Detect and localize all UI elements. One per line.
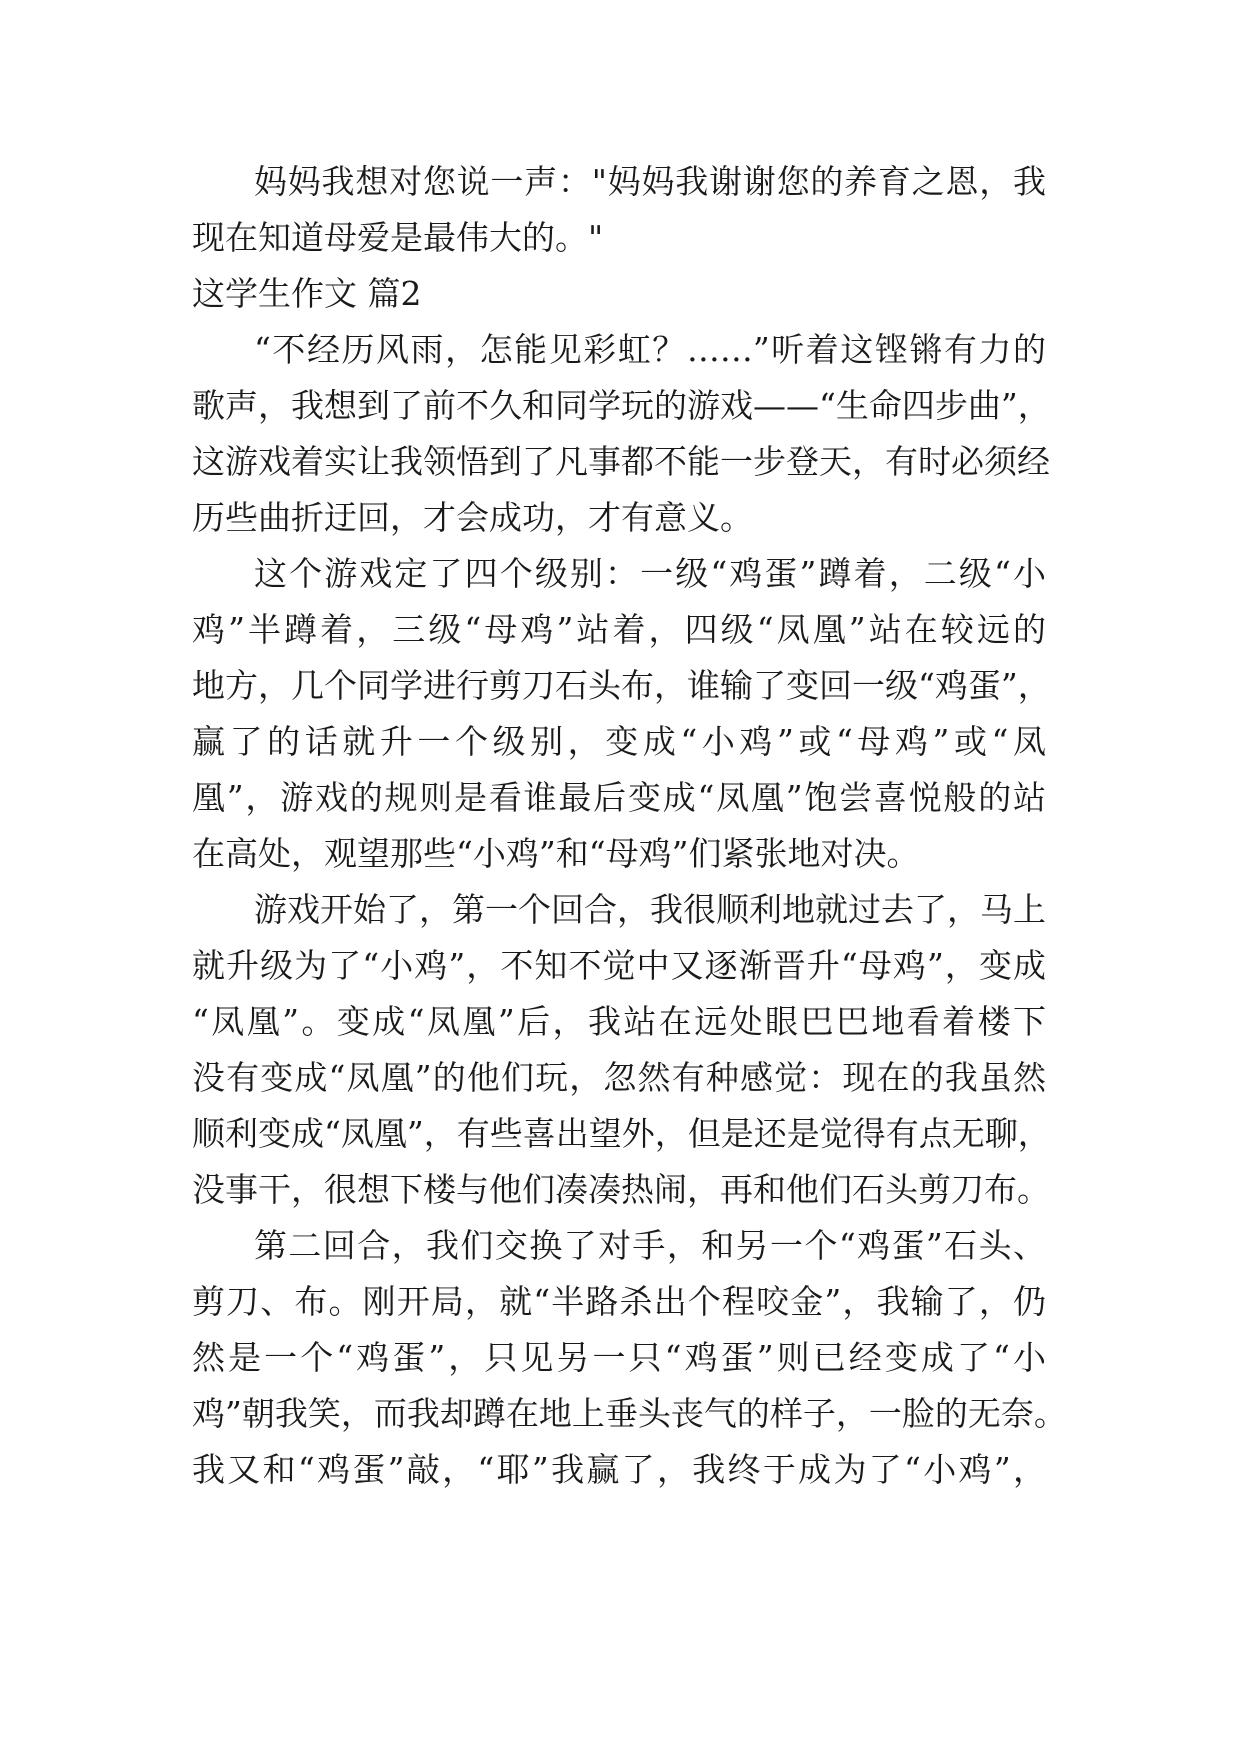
text-line: 地方，几个同学进行剪刀石头布，谁输了变回一级“鸡蛋”， (192, 666, 1051, 705)
text-line: 凰”，游戏的规则是看谁最后变成“凤凰”饱尝喜悦般的站 (192, 778, 1046, 817)
text-line: 鸡”半蹲着，三级“母鸡”站着，四级“凤凰”站在较远的 (192, 610, 1046, 649)
text-line: 在高处，观望那些“小鸡”和“母鸡”们紧张地对决。 (192, 834, 920, 873)
text-line: 我又和“鸡蛋”敲，“耶”我赢了，我终于成为了“小鸡”， (192, 1450, 1046, 1489)
text-line: 然是一个“鸡蛋”，只见另一只“鸡蛋”则已经变成了“小 (192, 1338, 1046, 1377)
text-line: 历些曲折迂回，才会成功，才有意义。 (192, 498, 753, 537)
text-line: 没事干，很想下楼与他们凑凑热闹，再和他们石头剪刀布。 (192, 1170, 1050, 1209)
text-line: 妈妈我想对您说一声："妈妈我谢谢您的养育之恩，我 (254, 162, 1046, 201)
text-line: 这游戏着实让我领悟到了凡事都不能一步登天，有时必须经 (192, 442, 1050, 481)
text-line: “不经历风雨，怎能见彩虹？……”听着这铿锵有力的 (254, 330, 1046, 369)
text-line: 这个游戏定了四个级别：一级“鸡蛋”蹲着，二级“小 (254, 554, 1046, 593)
text-line: 现在知道母爱是最伟大的。" (192, 218, 604, 257)
text-line: 歌声，我想到了前不久和同学玩的游戏——“生命四步曲”， (192, 386, 1051, 425)
text-line: 顺利变成“凤凰”，有些喜出望外，但是还是觉得有点无聊， (192, 1114, 1051, 1153)
section-heading: 这学生作文 篇2 (192, 274, 422, 313)
text-line: 剪刀、布。刚开局，就“半路杀出个程咬金”，我输了，仍 (192, 1282, 1046, 1321)
text-line: 鸡”朝我笑，而我却蹲在地上垂头丧气的样子，一脸的无奈。 (192, 1394, 1067, 1433)
text-line: 游戏开始了，第一个回合，我很顺利地就过去了，马上 (254, 890, 1046, 929)
text-line: 赢了的话就升一个级别，变成“小鸡”或“母鸡”或“凤 (192, 722, 1046, 761)
text-line: 第二回合，我们交换了对手，和另一个“鸡蛋”石头、 (254, 1226, 1046, 1265)
text-line: “凤凰”。变成“凤凰”后，我站在远处眼巴巴地看着楼下 (192, 1002, 1046, 1041)
text-line: 就升级为了“小鸡”，不知不觉中又逐渐晋升“母鸡”，变成 (192, 946, 1046, 985)
text-line: 没有变成“凤凰”的他们玩，忽然有种感觉：现在的我虽然 (192, 1058, 1046, 1097)
